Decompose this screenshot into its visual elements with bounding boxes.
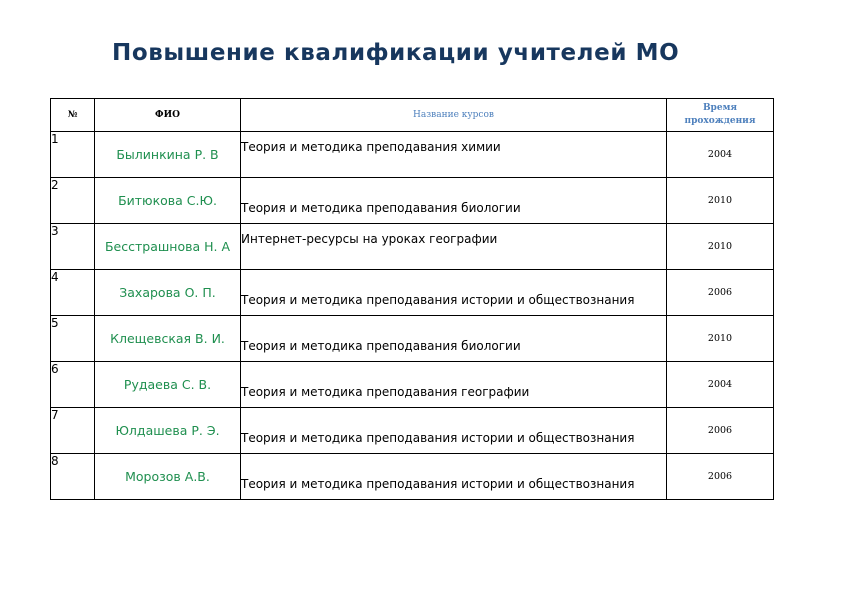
header-number: № — [51, 99, 95, 132]
table-row — [51, 224, 774, 270]
table-row — [51, 408, 774, 454]
table-header-row — [51, 99, 774, 132]
teacher-name: Былинкина Р. В — [95, 132, 241, 178]
row-number: 6 — [51, 362, 95, 408]
row-number: 3 — [51, 224, 95, 270]
courses-table — [50, 98, 774, 500]
table-row — [51, 270, 774, 316]
course-title: Теория и методика преподавания биологии — [241, 316, 667, 362]
table-row — [51, 132, 774, 178]
row-number: 5 — [51, 316, 95, 362]
teacher-name: Битюкова С.Ю. — [95, 178, 241, 224]
header-year: Время прохождения — [667, 99, 774, 132]
course-title: Интернет-ресурсы на уроках географии — [241, 224, 667, 270]
page-title: Повышение квалификации учителей МО — [112, 40, 680, 66]
completion-year: 2010 — [667, 224, 774, 270]
completion-year: 2010 — [667, 178, 774, 224]
table-row — [51, 362, 774, 408]
row-number: 8 — [51, 454, 95, 500]
completion-year: 2006 — [667, 454, 774, 500]
completion-year: 2006 — [667, 270, 774, 316]
completion-year: 2006 — [667, 408, 774, 454]
course-title: Теория и методика преподавания истории и обществознания — [241, 454, 667, 500]
table-row — [51, 454, 774, 500]
teacher-name: Рудаева С. В. — [95, 362, 241, 408]
header-name: ФИО — [95, 99, 241, 132]
course-title: Теория и методика преподавания истории и обществознания — [241, 408, 667, 454]
row-number: 2 — [51, 178, 95, 224]
course-title: Теория и методика преподавания географии — [241, 362, 667, 408]
teacher-name: Бесстрашнова Н. А — [95, 224, 241, 270]
teacher-name: Морозов А.В. — [95, 454, 241, 500]
completion-year: 2010 — [667, 316, 774, 362]
table-row — [51, 316, 774, 362]
course-title: Теория и методика преподавания химии — [241, 132, 667, 178]
teacher-name: Захарова О. П. — [95, 270, 241, 316]
row-number: 1 — [51, 132, 95, 178]
header-course: Название курсов — [241, 99, 667, 132]
row-number: 7 — [51, 408, 95, 454]
course-title: Теория и методика преподавания биологии — [241, 178, 667, 224]
row-number: 4 — [51, 270, 95, 316]
teacher-name: Клещевская В. И. — [95, 316, 241, 362]
table-row — [51, 178, 774, 224]
teacher-name: Юлдашева Р. Э. — [95, 408, 241, 454]
completion-year: 2004 — [667, 132, 774, 178]
course-title: Теория и методика преподавания истории и обществознания — [241, 270, 667, 316]
completion-year: 2004 — [667, 362, 774, 408]
